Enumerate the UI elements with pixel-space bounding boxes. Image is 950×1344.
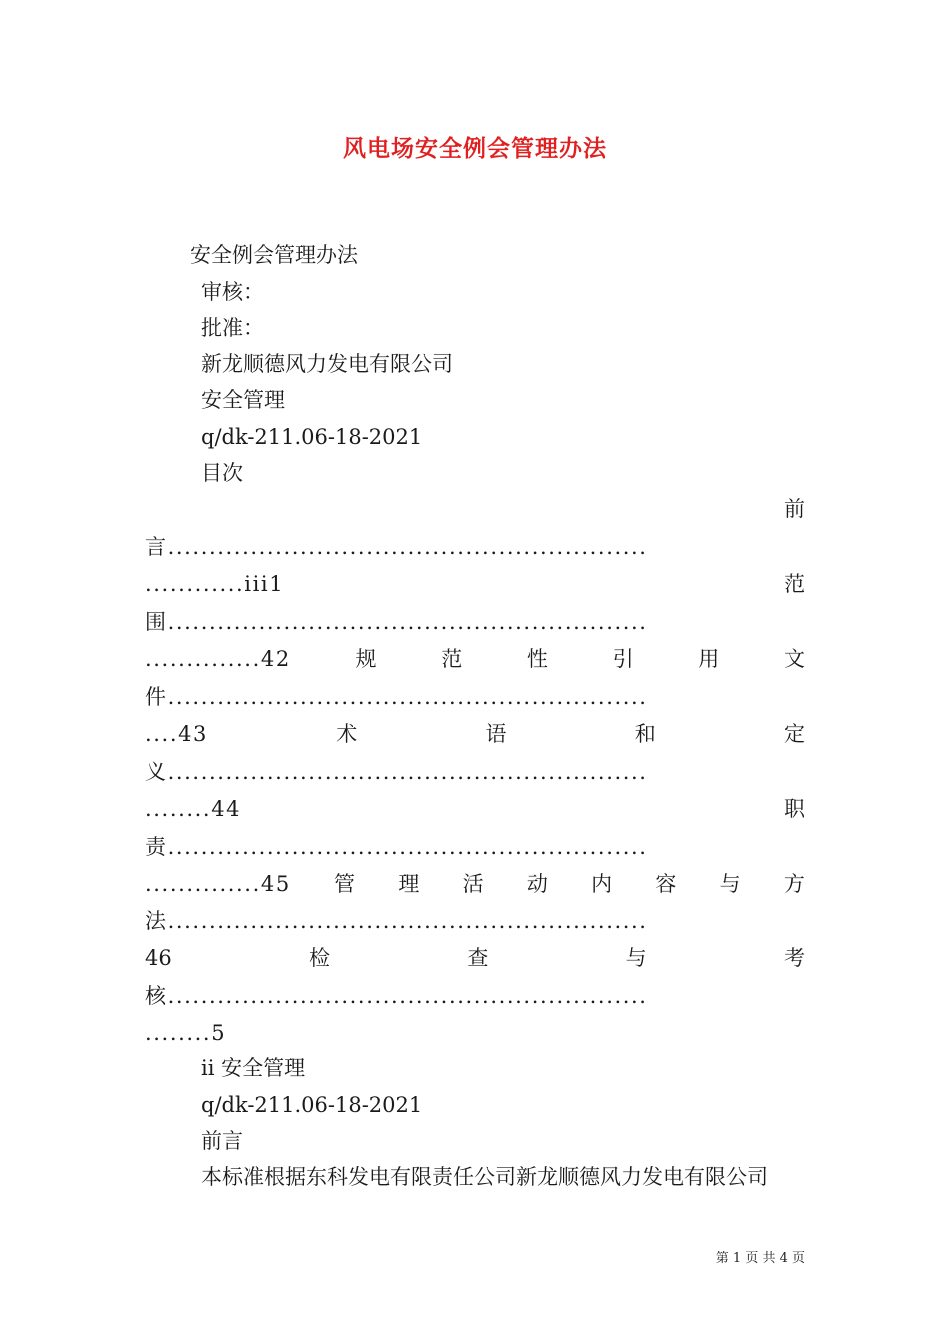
toc-word: 检	[309, 946, 331, 970]
toc-row	[145, 944, 805, 972]
toc-word: 范	[784, 572, 805, 596]
toc-word: 性	[526, 647, 548, 671]
toc-row: 核..........................................................	[145, 984, 648, 1008]
preface-heading: 前言	[201, 1129, 243, 1153]
toc-word: 理	[398, 872, 420, 896]
toc-row	[145, 870, 805, 898]
toc-row: 件..........................................................	[145, 685, 648, 709]
body-paragraph-line: 本标准根据东科发电有限责任公司新龙顺德风力发电有限公司	[201, 1165, 768, 1189]
toc-word: 职	[784, 797, 805, 821]
toc-row: ........5	[145, 1021, 227, 1045]
toc-dots: ....43	[145, 722, 209, 746]
toc-word: 用	[698, 647, 720, 671]
toc-word: 活	[462, 872, 484, 896]
doc-code-line-2: q/dk-211.06-18-2021	[201, 1093, 423, 1117]
toc-row: 法..........................................................	[145, 909, 648, 933]
toc-word: 语	[485, 722, 507, 746]
toc-word: 查	[467, 946, 489, 970]
toc-row	[145, 795, 805, 823]
toc-row	[145, 645, 805, 673]
approve-line: 批准：	[201, 316, 264, 340]
toc-word: 引	[612, 647, 634, 671]
company-line: 新龙顺德风力发电有限公司	[201, 352, 453, 376]
toc-word: 术	[336, 722, 358, 746]
safety-management-line: 安全管理	[201, 388, 285, 412]
toc-word: 内	[591, 872, 613, 896]
toc-word: 方	[783, 872, 805, 896]
toc-row: 责..........................................................	[145, 835, 648, 859]
toc-word: 规	[355, 647, 377, 671]
toc-dots: ..............42	[145, 647, 291, 671]
toc-word: 定	[783, 722, 805, 746]
toc-word: 与	[719, 872, 741, 896]
toc-dots: ............iii1	[145, 572, 285, 596]
toc-dots: ..............45	[145, 872, 291, 896]
doc-code-line: q/dk-211.06-18-2021	[201, 425, 423, 449]
review-line: 审核：	[201, 280, 264, 304]
toc-row: 义..........................................................	[145, 760, 648, 784]
page-footer: 第 1 页 共 4 页	[715, 1251, 805, 1266]
toc-heading: 目次	[201, 461, 243, 485]
toc-row	[145, 720, 805, 748]
toc-dots: ........44	[145, 797, 242, 821]
subtitle-line: 安全例会管理办法	[190, 243, 358, 267]
toc-word: 与	[625, 946, 647, 970]
document-title: 风电场安全例会管理办法	[343, 135, 607, 162]
toc-word: 动	[526, 872, 548, 896]
section-line: ii 安全管理	[201, 1056, 306, 1080]
toc-word: 文	[784, 647, 805, 671]
toc-word: 管	[334, 872, 356, 896]
toc-page-number: 46	[145, 946, 172, 970]
toc-word: 考	[783, 946, 805, 970]
toc-word: 和	[634, 722, 656, 746]
toc-row: 言..........................................................	[145, 535, 648, 559]
toc-row: 围..........................................................	[145, 610, 648, 634]
toc-word: 容	[655, 872, 677, 896]
toc-row	[145, 570, 805, 598]
toc-word: 范	[441, 647, 463, 671]
toc-row: 前	[784, 497, 805, 521]
